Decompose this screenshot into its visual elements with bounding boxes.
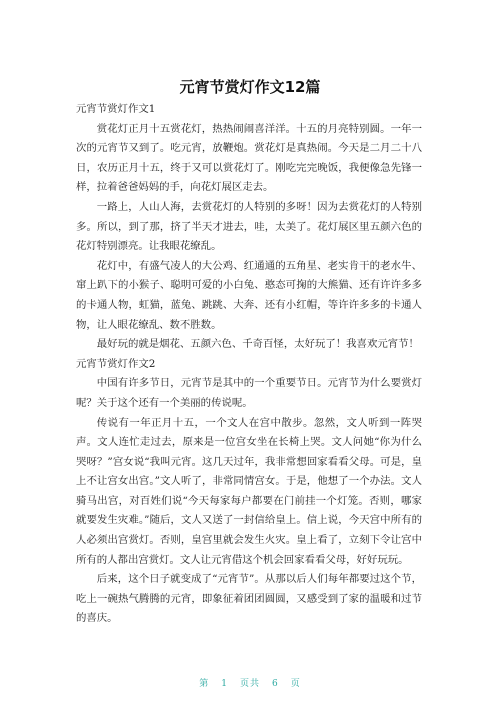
page-total: 6 [272,679,279,689]
document-title: 元宵节赏灯作文12篇 [179,78,321,96]
body-paragraph: 花灯中，有盛气凌人的大公鸡、红通通的五角星、老实肯干的老水牛、窜上趴下的小猴子、聪明可爱的小白兔、憨态可掬的大熊猫、还有许许多多的卡通人物，虹猫，蓝兔、跳跳、大奔、还有小红帽，等许许多多的卡通人物，让人眼花缭乱、数不胜数。 [76,259,422,331]
body-paragraph: 最好玩的就是烟花、五颜六色、千奇百怪，太好玩了！我喜欢元宵节！ [96,338,419,351]
body-paragraph: 一路上，人山人海，去赏花灯的人特别的多呀！因为去赏花灯的人特别多。所以，到了那，挤了半天才进去，哇，太美了。花灯展区里五颜六色的花灯特别漂亮。让我眼花缭乱。 [76,200,422,253]
page-label-prefix: 第 [199,679,210,689]
page-current: 1 [221,679,228,689]
page-label-suffix: 页 [290,679,301,689]
document-body [76,100,422,629]
body-paragraph: 后来，这个日子就变成了“元宵节”。从那以后人们每年都要过这个节，吃上一碗热气腾腾的元宵，即象征着团团圆圆，又感受到了家的温暖和过节的喜庆。 [76,573,422,625]
page-number-footer [0,676,500,689]
body-paragraph: 赏花灯正月十五赏花灯，热热闹闹喜洋洋。十五的月亮特别圆。一年一次的元宵节又到了。吃元宵，放鞭炮。赏花灯是真热闹。今天是二月二十八日，农历正月十五，终于又可以赏花灯了。刚吃完完晚饭，我便像急先锋一样，拉着爸爸妈妈的手，向花灯展区走去。 [76,122,422,194]
body-paragraph: 传说有一年正月十五，一个文人在宫中散步。忽然，文人听到一阵哭声。文人连忙走过去，原来是一位宫女坐在长椅上哭。文人问她“你为什么哭呀？”宫女说“我叫元宵。这几天过年，我非常想回家看看父母。可是，皇上不让宫女出宫。”文人听了，非常同情宫女。于是，他想了一个办法。文人骑马出宫，对百姓们说“今天每家每户都要在门前挂一个灯笼。否则，哪家就要发生灾难。”随后，文人又送了一封信给皇上。信上说，今天宫中所有的人必须出宫赏灯。否则，皇宫里就会发生火灾。皇上看了，立刻下令让宫中所有的人都出宫赏灯。文人让元宵借这个机会回家看看父母，好好玩玩。 [76,416,422,566]
page-label-mid: 页共 [239,679,260,689]
section-heading: 元宵节赏灯作文2 [76,357,156,370]
section-heading: 元宵节赏灯作文1 [76,103,156,115]
body-paragraph: 中国有许多节日，元宵节是其中的一个重要节日。元宵节为什么要赏灯呢？关于这个还有一个美丽的传说呢。 [76,377,422,409]
